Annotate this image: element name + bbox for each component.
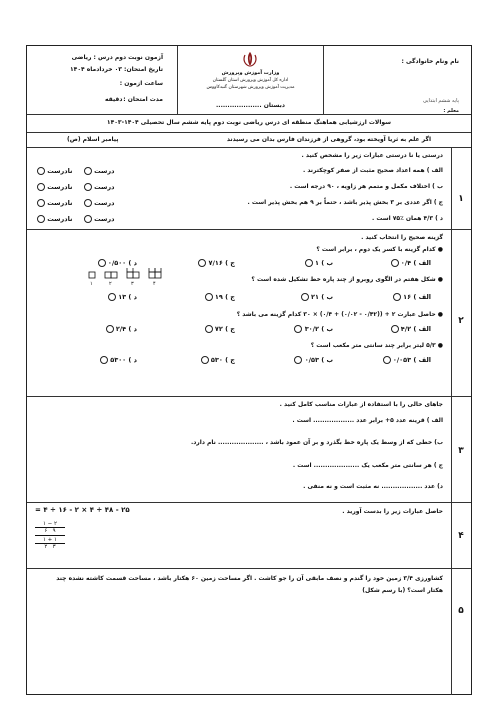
q2-item3-opt-d[interactable]: د ) ۲/۴	[106, 325, 137, 333]
radio-icon[interactable]	[383, 356, 391, 364]
q2-prompt: گزینه صحیح را انتخاب کنید .	[361, 234, 443, 241]
exam-sheet	[26, 45, 472, 695]
q1a-false[interactable]: نادرست	[37, 167, 73, 175]
q1-item-c: ج ) اگر عددی بر ۳ بخش پذیر باشد ، حتماً بر ۹ هم بخش پذیر است .	[247, 199, 443, 206]
q1-divider	[27, 229, 471, 230]
frac-bot-right: ۱	[54, 537, 58, 543]
ministry-line2: اداره کل آموزش وپرورش استان گلستان	[212, 78, 289, 83]
frac-bot-den-right: ۳	[52, 544, 56, 550]
q1-item-d: د ) ۴/۳ همان ٪۷۵ است .	[371, 215, 443, 222]
exam-date: تاریخ امتحان: ۰۳ خردادماه ۱۴۰۴	[70, 66, 163, 73]
q2-item4-opt-c[interactable]: ج ) ۵۳۰	[201, 356, 235, 364]
q4-complex-fraction: ۱ − ۲ ۶ ۹ ۱ + ۱ ۲ ۳	[35, 521, 65, 563]
pattern-label-3: ۳	[131, 281, 134, 287]
q1d-false[interactable]: نادرست	[37, 215, 73, 223]
quote-author: پیامبر اسلام (ص)	[67, 136, 119, 143]
frac-bot-left: ۱	[42, 537, 46, 543]
q1d-true[interactable]: درست	[84, 215, 115, 223]
radio-icon[interactable]	[98, 259, 106, 267]
ministry-line3: مدیریت آموزش وپرورش شهرستان گنبدکاووس	[206, 85, 295, 90]
quote-text: اگر علم به ثریا آویخته بود، گروهی از فرزندان فارس بدان می رسیدند	[226, 136, 431, 143]
q2-item1-opt-d[interactable]: د ) ۰/۵۰۰	[98, 259, 137, 267]
q2-item1-question: ● کدام گزینه با کسر یک دوم ، برابر است ؟	[316, 246, 443, 253]
pattern-label-2: ۲	[109, 281, 112, 287]
pattern-label-1: ۱	[90, 281, 93, 287]
q3-item-d: د) عدد .................. نه مثبت است و نه منفی .	[303, 483, 443, 490]
pattern-label-4: ۴	[153, 281, 156, 287]
q2-item4-opt-d[interactable]: د ) ۵۳۰۰	[100, 356, 137, 364]
q3-item-c: ج ) هر سانتی متر مکعب یک .................... است .	[292, 462, 443, 469]
radio-icon[interactable]	[37, 167, 45, 175]
q2-item1-opt-a[interactable]: الف ) ۰/۴	[391, 259, 431, 267]
ministry-line1: وزارت آموزش وپرورش	[221, 70, 280, 76]
radio-icon[interactable]	[205, 325, 213, 333]
exam-title: آزمون نوبت دوم درس : ریاضی	[71, 54, 163, 61]
header-col-line-right	[323, 46, 324, 114]
q1a-choices	[37, 167, 114, 175]
q2-divider	[27, 396, 471, 397]
radio-icon[interactable]	[37, 199, 45, 207]
radio-icon[interactable]	[106, 325, 114, 333]
q1-number: ۱	[458, 194, 464, 204]
frac-top-den-right: ۹	[52, 528, 56, 534]
radio-icon[interactable]	[84, 167, 92, 175]
radio-icon[interactable]	[84, 183, 92, 191]
radio-icon[interactable]	[201, 356, 209, 364]
q2-item2-opt-b[interactable]: ب ) ۲۱	[301, 293, 333, 301]
teacher-label: معلم :	[443, 108, 459, 114]
q3-divider	[27, 502, 471, 503]
radio-icon[interactable]	[37, 183, 45, 191]
q5-text: کشاورزی ۳/۴ زمین خود را گندم و نصف مابقی آن را جو کاشت . اگر مساحت زمین ۶۰ هکتار باشد ، مساحت قسمت کاشته نشده چند هکتار است؟ (با رسم شکل)	[56, 575, 443, 594]
radio-icon[interactable]	[294, 325, 302, 333]
q2-item4-opt-a[interactable]: الف ) ۰/۰۵۳	[383, 356, 431, 364]
q2-item2-opt-c[interactable]: ج ) ۱۹	[205, 293, 235, 301]
q1-item-a: الف ) همه اعداد صحیح مثبت از صفر کوچکترند .	[302, 167, 443, 174]
quote-divider	[27, 147, 471, 148]
frac-bot-den-left: ۲	[44, 544, 48, 550]
q1b-choices	[37, 183, 114, 191]
q4-prompt: حاصل عبارات زیر را بدست آورید .	[342, 508, 443, 515]
radio-icon[interactable]	[205, 293, 213, 301]
radio-icon[interactable]	[301, 293, 309, 301]
exam-title-bar: سوالات ارزشیابی هماهنگ منطقه ای درس ریاضی نوبت دوم پایه ششم سال تحصیلی ۱۴۰۴-۱۴۰۳	[106, 119, 392, 126]
school-name-label: دبستان ....................	[216, 102, 285, 109]
radio-icon[interactable]	[37, 215, 45, 223]
radio-icon[interactable]	[294, 356, 302, 364]
q1b-false[interactable]: نادرست	[37, 183, 73, 191]
q1d-choices	[37, 215, 114, 223]
q1c-choices	[37, 199, 114, 207]
radio-icon[interactable]	[108, 293, 116, 301]
q2-item4-opt-b[interactable]: ب ) ۰/۵۳	[294, 356, 333, 364]
q4-divider	[27, 568, 471, 569]
q3-item-a: الف ) قرینه عدد ۵+ برابر عدد .................. است .	[292, 417, 443, 424]
header-divider	[27, 114, 471, 115]
q2-item2-question: ● شکل هفتم در الگوی روبرو از چند پاره خط تشکیل شده است ؟	[251, 276, 443, 283]
student-name-label: نام ونام خانوادگی :	[401, 58, 459, 65]
radio-icon[interactable]	[391, 325, 399, 333]
exam-time-label: ساعت ازمون :	[119, 80, 163, 87]
square-pattern-figure	[87, 268, 167, 290]
radio-icon[interactable]	[198, 259, 206, 267]
q3-item-b: ب) خطی که از وسط یک پاره خط بگذرد و بر آن عمود باشد ، .................... نام دارد.	[190, 439, 443, 446]
q2-item3-opt-b[interactable]: ب ) ۳۰/۲	[294, 325, 333, 333]
iran-emblem-icon	[240, 52, 260, 68]
q4-number: ۴	[458, 531, 464, 541]
q1c-true[interactable]: درست	[84, 199, 115, 207]
exam-duration-label: مدت امتحان :	[123, 96, 163, 103]
q1c-false[interactable]: نادرست	[37, 199, 73, 207]
radio-icon[interactable]	[305, 259, 313, 267]
frac-top-den-left: ۶	[44, 528, 48, 534]
radio-icon[interactable]	[100, 356, 108, 364]
duration-unit: دقیقه	[105, 96, 123, 103]
q2-item2-opt-d[interactable]: د ) ۱۳	[108, 293, 137, 301]
radio-icon[interactable]	[84, 199, 92, 207]
grade-label: پایه ششم ابتدایی	[422, 98, 459, 104]
q2-item1-opt-b[interactable]: ب ) ۱	[305, 259, 333, 267]
q1a-true[interactable]: درست	[84, 167, 115, 175]
q1b-true[interactable]: درست	[84, 183, 115, 191]
q1-item-b: ب ) اختلاف مکمل و متمم هر زاویه ، ۹۰ درجه است .	[289, 183, 443, 190]
radio-icon[interactable]	[393, 293, 401, 301]
q3-prompt: جاهای خالی را با استفاده از عبارات مناسب کامل کنید .	[279, 401, 443, 408]
q5-number: ۵	[458, 606, 464, 616]
frac-top-right: ۲	[54, 521, 58, 527]
q2-number: ۲	[458, 316, 464, 326]
q2-item1-opt-c[interactable]: ج ) ۷/۱۶	[198, 259, 235, 267]
q2-item4-question: ● ۵/۳ لیتر برابر چند سانتی متر مکعب است ؟	[310, 342, 443, 349]
q2-item3-opt-a[interactable]: الف ) ۴/۲	[391, 325, 431, 333]
q3-number: ۳	[458, 446, 464, 456]
q1-prompt: درستی یا نا درستی عبارات زیر را مشخص کنید .	[301, 152, 443, 159]
q2-item2-opt-a[interactable]: الف ) ۱۶	[393, 293, 431, 301]
radio-icon[interactable]	[391, 259, 399, 267]
q4-expression-1: ۲۵ - ۴۸ ÷ ۴ × ۲ - ۱۶ ÷ ۴ =	[35, 506, 130, 514]
frac-top-left: ۱	[42, 521, 46, 527]
q2-item3-question: ● حاصل عبارت ۲ + ((۰/۴۲ - ۰/۰۲) + ۰/۴) × ۳۰ کدام گزینه می باشد ؟	[236, 311, 443, 318]
q2-item3-opt-c[interactable]: ج ) ۷۲	[205, 325, 235, 333]
radio-icon[interactable]	[84, 215, 92, 223]
title-divider	[27, 132, 471, 133]
